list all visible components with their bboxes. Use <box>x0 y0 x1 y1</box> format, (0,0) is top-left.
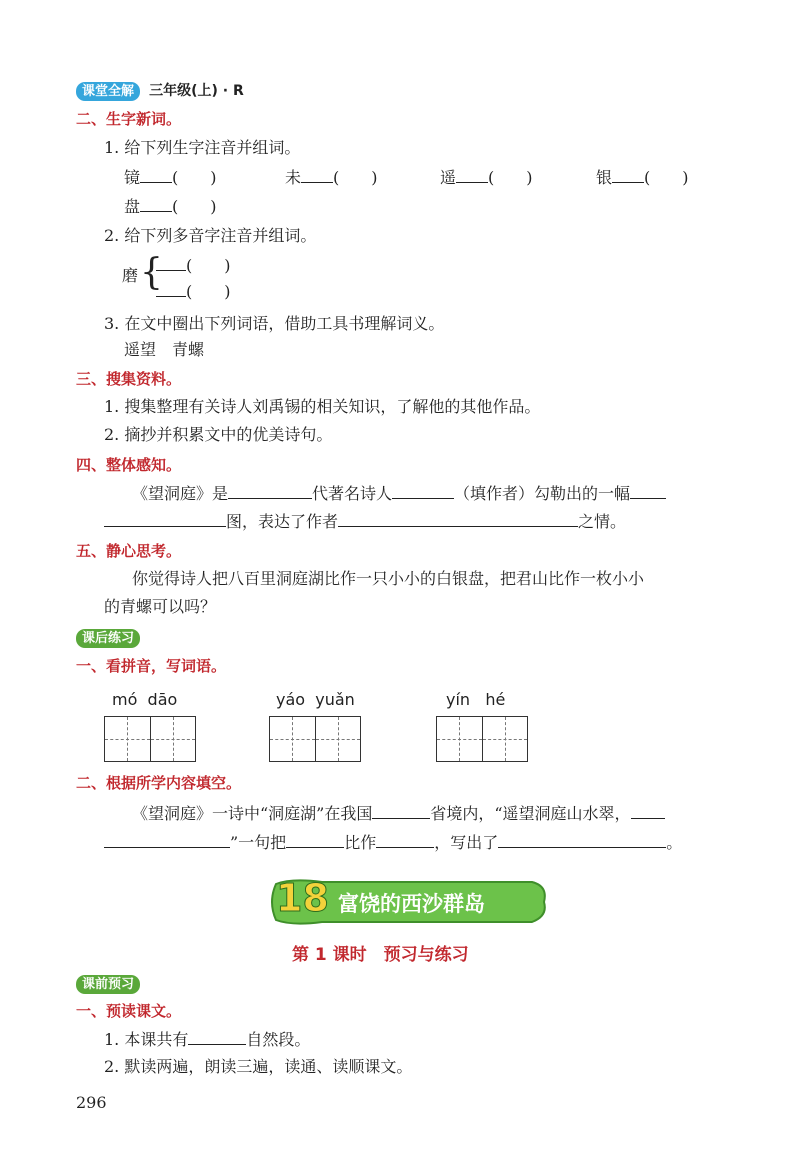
word-list: 遥望 青螺 <box>124 340 205 359</box>
lesson-subtitle: 第 1 课时 预习与练习 <box>292 945 469 965</box>
paragraph-line: 你觉得诗人把八百里洞庭湖比作一只小小的白银盘，把君山比作一枚小小 <box>132 569 645 588</box>
section-title: 三、搜集资料。 <box>76 370 182 388</box>
polyphone-char: 磨 <box>122 266 139 285</box>
char-fill-item: 盘 ( ) <box>124 197 217 216</box>
pinyin-label: yín hé <box>446 690 506 709</box>
brace-icon: { <box>140 252 163 293</box>
question-text: 1. 给下列生字注音并组词。 <box>104 138 301 157</box>
lesson-banner <box>262 876 552 928</box>
after-class-badge-wrap <box>76 627 140 648</box>
fill-line: 《望洞庭》一诗中“洞庭湖”在我国 省境内，“遥望洞庭山水翠， <box>132 802 665 825</box>
polyphone-line: ( ) <box>156 254 231 277</box>
pinyin-label: mó dāo <box>112 690 178 709</box>
list-item: 2. 默读两遍，朗读三遍，读通、读顺课文。 <box>104 1057 413 1076</box>
writing-grid[interactable] <box>436 716 528 762</box>
char-fill-item: 未 ( ) <box>285 168 378 187</box>
list-item: 2. 摘抄并积累文中的优美诗句。 <box>104 425 333 444</box>
fill-line: ”一句把 比作 ，写出了 。 <box>104 831 682 854</box>
fill-line: 图，表达了作者 之情。 <box>104 510 626 533</box>
section-title: 四、整体感知。 <box>76 456 182 474</box>
pinyin-label: yáo yuǎn <box>276 690 355 709</box>
polyphone-line: ( ) <box>156 280 231 303</box>
char-fill-item: 银 ( ) <box>596 168 689 187</box>
pre-class-badge-wrap <box>76 973 140 994</box>
fill-line: 《望洞庭》是 代著名诗人 （填作者）勾勒出的一幅 <box>132 482 666 505</box>
grade-label: 三年级(上) · R <box>149 83 244 99</box>
pre-class-badge: 课前预习 <box>76 975 140 994</box>
question-text: 2. 给下列多音字注音并组词。 <box>104 226 317 245</box>
lesson-number: 18 <box>276 876 329 920</box>
char-fill-item: 遥 ( ) <box>440 168 533 187</box>
paragraph-line: 的青螺可以吗？ <box>104 597 217 616</box>
section-title: 二、根据所学内容填空。 <box>76 774 242 792</box>
section-title: 一、看拼音，写词语。 <box>76 657 227 675</box>
page-number: 296 <box>76 1093 107 1112</box>
after-class-badge: 课后练习 <box>76 629 140 648</box>
question-text: 3. 在文中圈出下列词语，借助工具书理解词义。 <box>104 314 445 333</box>
writing-grid[interactable] <box>269 716 361 762</box>
section-title: 一、预读课文。 <box>76 1002 182 1020</box>
course-badge: 课堂全解 <box>76 82 140 101</box>
section-title: 五、静心思考。 <box>76 542 182 560</box>
fill-line: 1. 本课共有 自然段。 <box>104 1030 311 1049</box>
lesson-title: 富饶的西沙群岛 <box>338 891 485 916</box>
section-title: 二、生字新词。 <box>76 110 182 128</box>
char-fill-item: 镜 ( ) <box>124 168 217 187</box>
header <box>76 80 244 101</box>
list-item: 1. 搜集整理有关诗人刘禹锡的相关知识，了解他的其他作品。 <box>104 397 541 416</box>
writing-grid[interactable] <box>104 716 196 762</box>
